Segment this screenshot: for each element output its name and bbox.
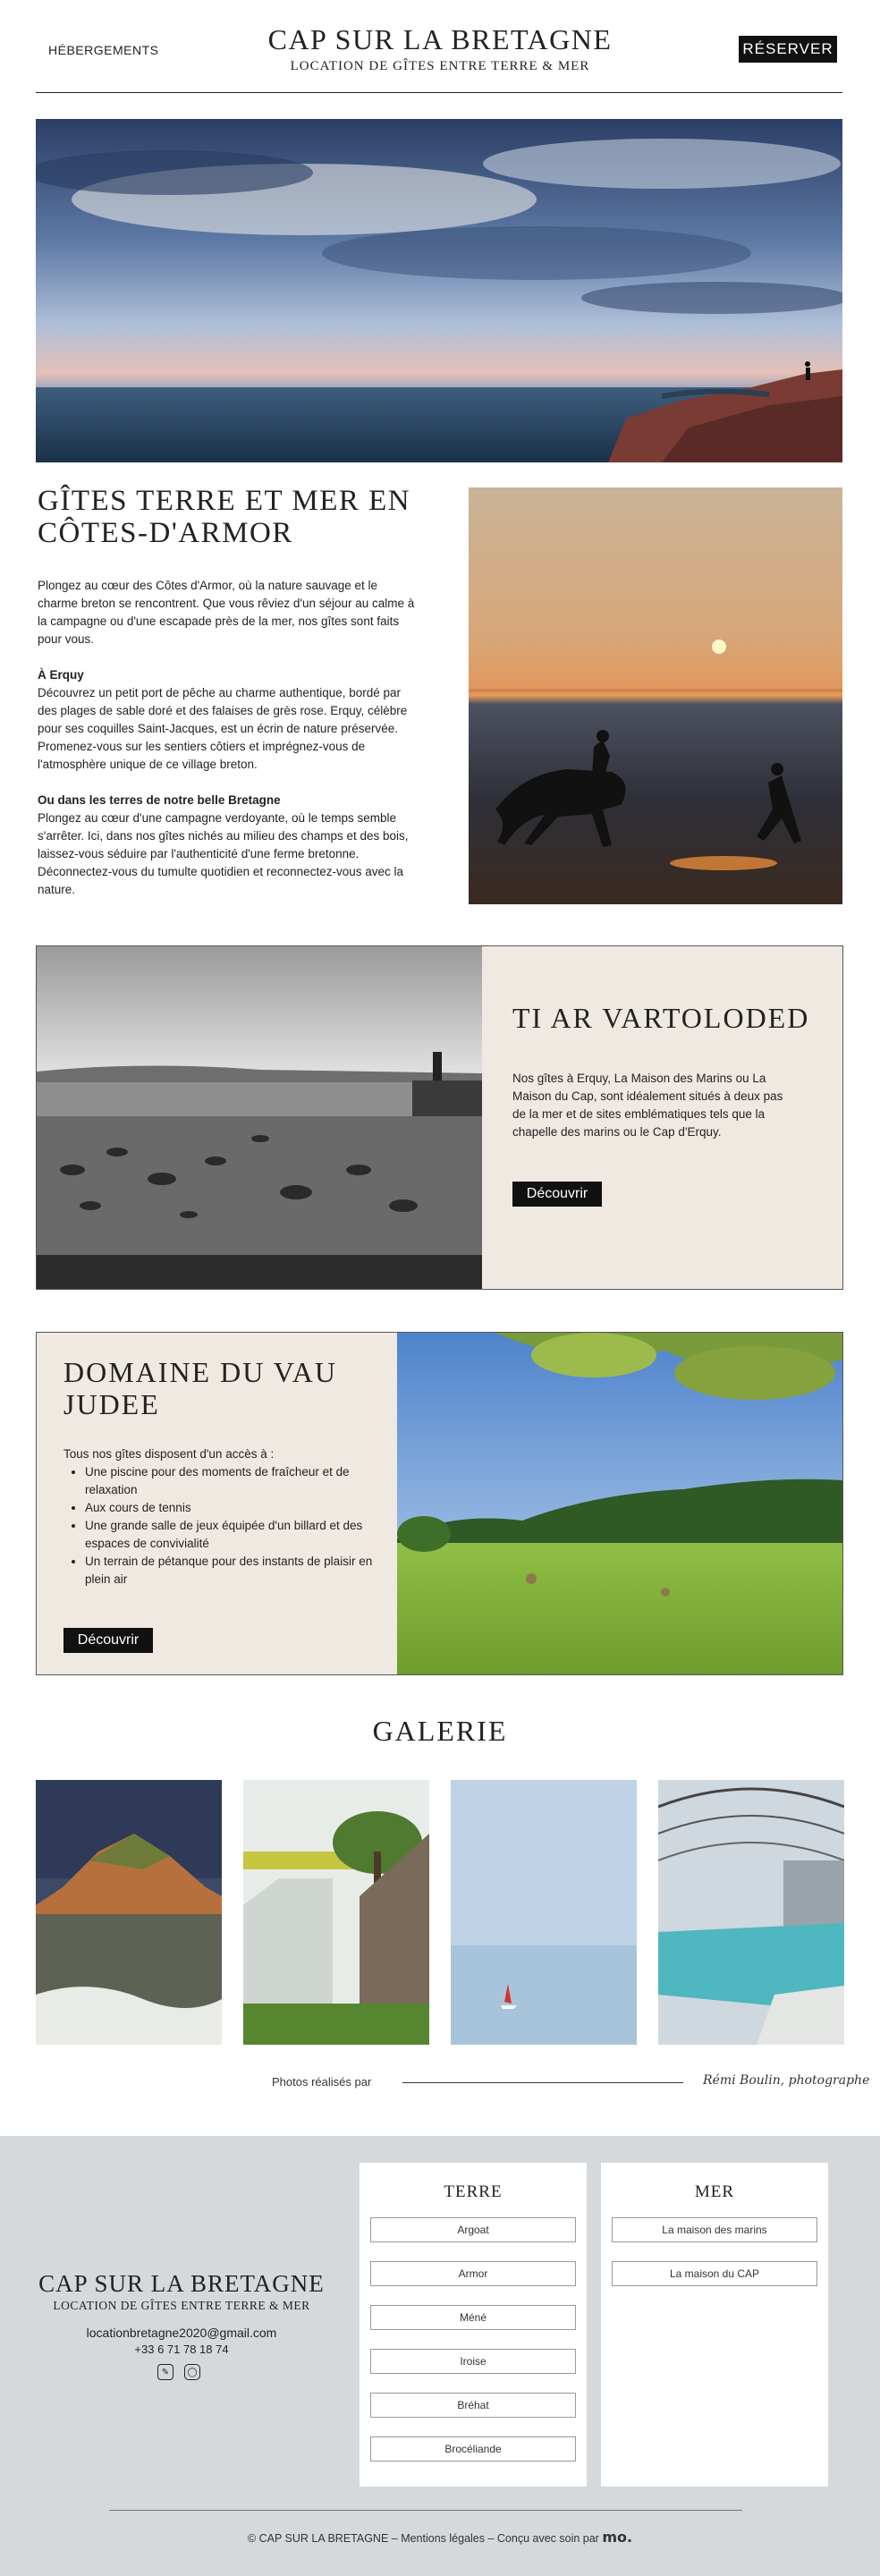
sunset-rider-image (469, 487, 842, 904)
footer-brand-title: CAP SUR LA BRETAGNE (38, 2270, 325, 2297)
copyright-text: © CAP SUR LA BRETAGNE – Mentions légales – Conçu avec soin par (247, 2532, 599, 2545)
list-item: • Aux cours de tennis (85, 1499, 377, 1517)
terre-brehat-button[interactable]: Bréhat (370, 2393, 576, 2418)
domaine-amenities-list (85, 1463, 377, 1589)
agency-logo[interactable]: mo. (602, 2529, 633, 2546)
footer-copyright (0, 2529, 880, 2546)
gallery-image-greenhouse[interactable] (243, 1780, 429, 2045)
intro-paragraph: Plongez au cœur des Côtes d'Armor, où la nature sauvage et le charme breton se rencontrent. Que vous rêviez d'un séjour au calme à la campagne ou d'une escapade près de la mer, nos gîtes sont faits pour vous. (38, 579, 415, 646)
domaine-intro: Tous nos gîtes disposent d'un accès à : (63, 1447, 275, 1461)
domaine-discover-button[interactable]: Découvrir (63, 1628, 153, 1653)
terre-mene-button[interactable]: Méné (370, 2305, 576, 2330)
hero-seascape-image (36, 119, 842, 462)
vartoloded-title: TI AR VARTOLODED (512, 1002, 810, 1034)
mer-title: MER (694, 2182, 735, 2201)
domaine-title: DOMAINE DU VAU JUDEE (63, 1356, 337, 1420)
terre-title: TERRE (444, 2182, 503, 2201)
terre-panel (360, 2163, 587, 2487)
header-divider (36, 92, 842, 93)
countryside-field-image (397, 1333, 842, 1674)
photo-credit-divider (402, 2082, 683, 2083)
edit-icon[interactable]: ✎ (157, 2364, 173, 2380)
vartoloded-card (36, 945, 843, 1290)
gallery-title: GALERIE (372, 1715, 508, 1747)
footer-brand-subtitle: LOCATION DE GÎTES ENTRE TERRE & MER (53, 2299, 310, 2312)
mer-maison-cap-button[interactable]: La maison du CAP (612, 2261, 817, 2286)
erquy-block (38, 666, 420, 774)
brand-title[interactable]: CAP SUR LA BRETAGNE (267, 23, 613, 55)
mer-maison-marins-button[interactable]: La maison des marins (612, 2217, 817, 2242)
footer-divider (109, 2510, 742, 2511)
instagram-icon[interactable]: ◯ (184, 2364, 200, 2380)
gallery-image-rock[interactable] (36, 1780, 222, 2045)
list-item: • Un terrain de pétanque pour des instants de plaisir en plein air (85, 1553, 377, 1589)
photographer-signature: Rémi Boulin, photographe (703, 2073, 870, 2088)
intro-text-block (38, 577, 420, 917)
footer-social-icons (157, 2364, 211, 2384)
terres-text: Plongez au cœur d'une campagne verdoyante, où le temps semble s'arrêter. Ici, dans nos gîtes nichés au milieu des champs et des bois, laissez-vous séduire par l'authenticité d'une ferme bretonne. Déconnectez-vous du tumulte quotidien et reconnectez-vous avec la nature. (38, 811, 409, 896)
terre-iroise-button[interactable]: Iroise (370, 2349, 576, 2374)
erquy-heading: À Erquy (38, 668, 84, 682)
footer-email-link[interactable]: locationbretagne2020@gmail.com (86, 2326, 277, 2340)
intro-title: GÎTES TERRE ET MER EN CÔTES-D'ARMOR (38, 485, 411, 549)
list-item: • Une piscine pour des moments de fraîcheur et de relaxation (85, 1463, 377, 1499)
terres-block (38, 792, 420, 899)
terres-heading: Ou dans les terres de notre belle Bretagne (38, 793, 281, 807)
gallery-image-sailboat[interactable] (451, 1780, 637, 2045)
vartoloded-text: Nos gîtes à Erquy, La Maison des Marins ou La Maison du Cap, sont idéalement situés à deux pas de la mer et de sites emblématiques tels que la chapelle des marins ou le Cap d'Erquy. (512, 1072, 783, 1139)
vartoloded-discover-button[interactable]: Découvrir (512, 1182, 602, 1207)
brand-subtitle: LOCATION DE GÎTES ENTRE TERRE & MER (290, 59, 590, 73)
reserve-button[interactable]: RÉSERVER (739, 36, 837, 63)
mer-panel (601, 2163, 828, 2487)
photo-credit-label: Photos réalisés par (272, 2075, 372, 2089)
erquy-text: Découvrez un petit port de pêche au charme authentique, bordé par des plages de sable doré et des falaises de grès rose. Erquy, célèbre pour ses coquilles Saint-Jacques, est un écrin de nature préservée. Promenez-vous sur les sentiers côtiers et imprégnez-vous de l'atmosphère unique de ce village breton. (38, 686, 408, 771)
terre-armor-button[interactable]: Armor (370, 2261, 576, 2286)
domaine-text (63, 1445, 377, 1589)
terre-argoat-button[interactable]: Argoat (370, 2217, 576, 2242)
footer-phone[interactable]: +33 6 71 78 18 74 (134, 2343, 229, 2356)
terre-broceliande-button[interactable]: Brocéliande (370, 2436, 576, 2462)
domaine-card (36, 1332, 843, 1675)
harbor-bw-image (37, 946, 482, 1289)
nav-hebergements-link[interactable]: HÉBERGEMENTS (48, 43, 159, 57)
gallery-image-pool[interactable] (658, 1780, 844, 2045)
list-item: • Une grande salle de jeux équipée d'un billard et des espaces de convivialité (85, 1517, 377, 1553)
